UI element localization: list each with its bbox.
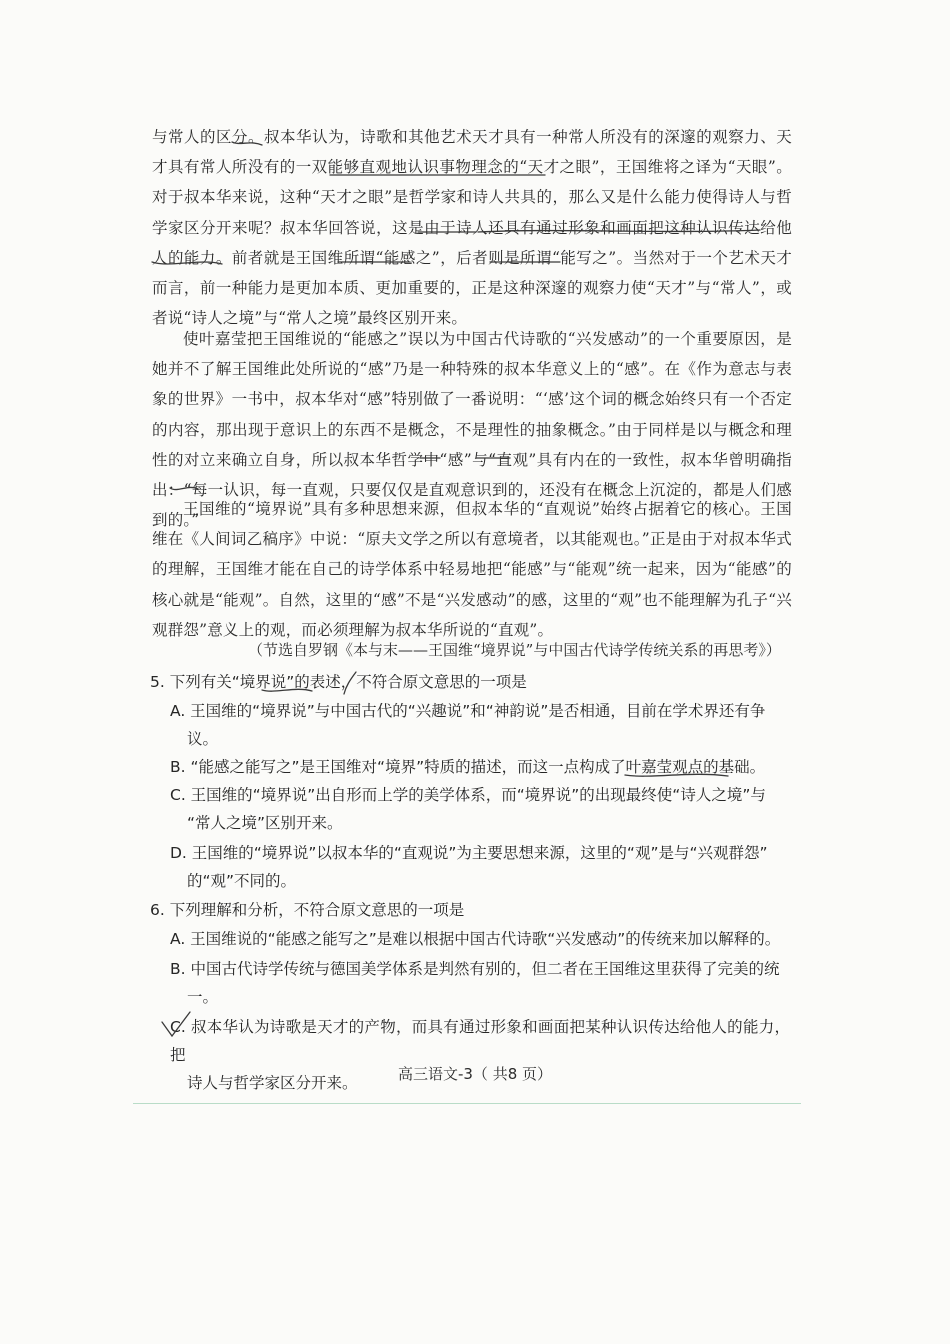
option-text: C. 王国维的“境界说”出自形而上学的美学体系，而“境界说”的出现最终使“诗人之境”与 [170,786,766,804]
passage-source: （节选自罗钢《本与末——王国维“境界说”与中国古代诗学传统关系的再思考》） [248,641,781,659]
option-text-continued: “常人之境”区别开来。 [187,814,343,832]
option-text-continued: 诗人与哲学家区分开来。 [187,1074,358,1092]
question-6-option-b [170,955,790,1011]
question-5-stem: 5. 下列有关“境界说”的表述，不符合原文意思的一项是 [150,673,527,691]
passage-paragraph-2: 使叶嘉莹把王国维说的“能感之”误以为中国古代诗歌的“兴发感动”的一个重要原因，是她并不了解王国维此处所说的“感”乃是一种特殊的叔本华意义上的“感”。在《作为意志与表象的世界》一书中，叔本华对“感”特别做了一番说明：“‘感’这个词的概念始终只有一个否定的内容，那出现于意识上的东西不是概念，不是理性的抽象概念。”由于同样是以与概念和理性的对立来确立自身，所以叔本华哲学中“感”与“直观”具有内在的一致性，叔本华曾明确指出：“每一认识，每一直观，只要仅仅是直观意识到的，还没有在概念上沉淀的，都是人们感到的。” [152,330,792,530]
option-text-continued: 议。 [187,730,219,748]
option-text-continued: 一。 [187,988,219,1006]
question-6-option-a [170,925,790,953]
question-5-option-c [170,781,790,837]
passage-paragraph-3: 王国维的“境界说”具有多种思想来源，但叔本华的“直观说”始终占据着它的核心。王国维在《人间词乙稿序》中说：“原夫文学之所以有意境者，以其能观也。”正是由于对叔本华式的理解，王国维才能在自己的诗学体系中轻易地把“能感”与“能观”统一起来，因为“能感”的核心就是“能观”。自然，这里的“感”不是“兴发感动”的感，这里的“观”也不能理解为孔子“兴观群怨”意义上的观，而必须理解为叔本华所说的“直观”。 [152,500,792,639]
passage-paragraph-1: 与常人的区分。叔本华认为，诗歌和其他艺术天才具有一种常人所没有的深邃的观察力、天才具有常人所没有的一双能够直观地认识事物理念的“天才之眼”，王国维将之译为“天眼”。对于叔本华来说，这种“天才之眼”是哲学家和诗人共具的，那么又是什么能力使得诗人与哲学家区分开来呢？叔本华回答说，这是由于诗人还具有通过形象和画面把这种认识传达给他人的能力。前者就是王国维所谓“能感之”，后者则是所谓“能写之”。当然对于一个艺术天才而言，前一种能力是更加本质、更加重要的，正是这种深邃的观察力使“天才”与“常人”，或者说“诗人之境”与“常人之境”最终区别开来。 [152,128,792,328]
option-text: C. 叔本华认为诗歌是天才的产物，而具有通过形象和画面把某种认识传达给他人的能力，把 [170,1018,790,1064]
page-footer: 高三语文-3（ 共8 页） [397,1065,553,1083]
option-text: B. 中国古代诗学传统与德国美学体系是判然有别的，但二者在王国维这里获得了完美的统 [170,960,780,978]
option-text-continued: 的“观”不同的。 [187,872,297,890]
question-5-option-b [170,753,790,781]
option-text: D. 王国维的“境界说”以叔本华的“直观说”为主要思想来源，这里的“观”是与“兴观群怨” [170,844,768,862]
question-5-option-d [170,839,790,895]
question-5-option-a [170,697,790,753]
question-6-option-c [170,1013,790,1097]
question-6-stem: 6. 下列理解和分析，不符合原文意思的一项是 [150,901,465,919]
footer-divider [133,1103,801,1104]
option-text: A. 王国维的“境界说”与中国古代的“兴趣说”和“神韵说”是否相通，目前在学术界还有争 [170,702,766,720]
option-text: B. “能感之能写之”是王国维对“境界”特质的描述，而这一点构成了叶嘉莹观点的基础。 [170,758,766,776]
option-text: A. 王国维说的“能感之能写之”是难以根据中国古代诗歌“兴发感动”的传统来加以解释的。 [170,930,781,948]
